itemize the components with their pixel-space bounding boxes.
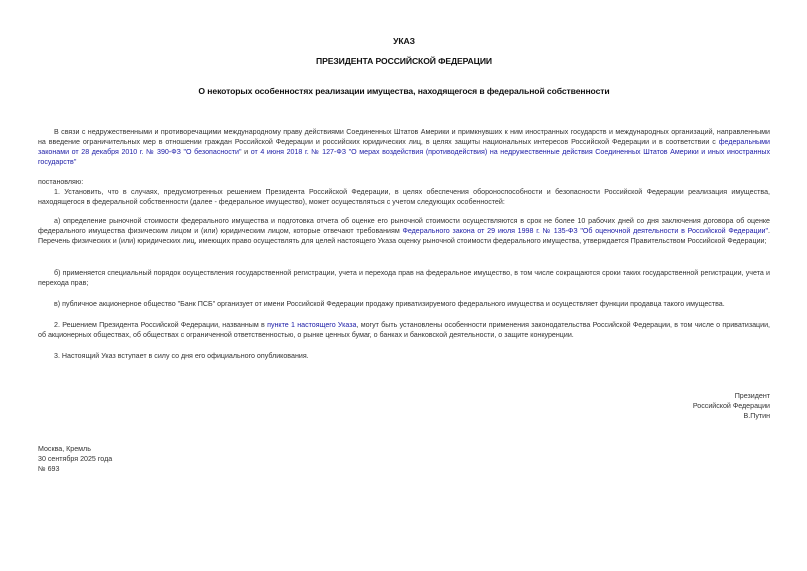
item-1-reference-link[interactable]: пункте 1 настоящего Указа bbox=[267, 321, 357, 329]
place-date-block bbox=[38, 444, 112, 474]
item-2-text-1: 2. Решением Президента Российской Федерации, названным в bbox=[54, 321, 268, 329]
law-390-fz-link[interactable]: федеральными законами от 28 декабря 2010 г. № 390-ФЗ "О безопасности" bbox=[38, 138, 770, 156]
item-2-text-2: , могут быть установлены особенности применения законодательства Российской Федерации, в том числе о приватизации, об акционерных обществах, об обществах с ограниченной ответственностью, о рынке ценных бумаг, о банках и банковской деятельности, о защите конкуренции. bbox=[38, 321, 770, 339]
preamble-paragraph bbox=[38, 127, 770, 167]
law-135-fz-link[interactable]: Федерального закона от 29 июля 1998 г. № 135-ФЗ "Об оценочной деятельности в Российской Федерации" bbox=[402, 227, 769, 235]
item-2-paragraph bbox=[38, 320, 770, 340]
law-127-fz-link[interactable]: от 4 июня 2018 г. № 127-ФЗ "О мерах воздействия (противодействия) на недружественные действия Соединенных Штатов Америки и иных иностранных государств" bbox=[38, 148, 770, 166]
item-1b-paragraph: б) применяется специальный порядок осуществления государственной регистрации, учета и перехода прав на федеральное имущество, в том числе сокращаются сроки таких государственной регистрации, учета и перехода прав; bbox=[38, 269, 770, 287]
decree-number: № 693 bbox=[38, 465, 60, 473]
place-location: Москва, Кремль bbox=[38, 445, 91, 453]
preamble-text-2: и bbox=[241, 148, 251, 156]
item-1-paragraph: 1. Установить, что в случаях, предусмотренных решением Президента Российской Федерации, в целях обеспечения обороноспособности и безопасности Российской Федерации реализация имущества, находящегося в федеральной собственности (далее - федеральное имущество), может осуществляться с учетом следующих особенностей: bbox=[38, 188, 770, 206]
decree-word: постановляю: bbox=[38, 178, 84, 186]
item-3-paragraph: 3. Настоящий Указ вступает в силу со дня его официального опубликования. bbox=[54, 352, 309, 360]
issuer-heading: ПРЕЗИДЕНТА РОССИЙСКОЙ ФЕДЕРАЦИИ bbox=[316, 56, 492, 66]
signature-block bbox=[693, 391, 770, 421]
item-1c-paragraph: в) публичное акционерное общество "Банк ПСБ" организует от имени Российской Федерации продажу приватизируемого федерального имущества и осуществляет функции продавца такого имущества. bbox=[54, 300, 725, 308]
document-title: О некоторых особенностях реализации имущества, находящегося в федеральной собственности bbox=[198, 86, 610, 96]
item-1a-paragraph bbox=[38, 216, 770, 246]
signature-name: В.Путин bbox=[743, 412, 770, 420]
decree-date: 30 сентября 2025 года bbox=[38, 455, 113, 463]
item-1a-text-1: а) определение рыночной стоимости федерального имущества и подготовка отчета об оценке его рыночной стоимости осуществляются в срок не более 10 рабочих дней со дня заключения договора об оценке федерального имущества физическим лицом и (или) юридическим лицом, которые отвечают требованиям bbox=[38, 217, 770, 235]
preamble-text-1: В связи с недружественными и противоречащими международному праву действиями Соединенных Штатов Америки и примкнувших к ним иностранных государств и международных организаций, направленными на введение ограничительных мер в отношении граждан Российской Федерации и российских юридических лиц, в целях защиты национальных интересов Российской Федерации и в соответствии с bbox=[38, 128, 770, 146]
doc-type-heading: УКАЗ bbox=[393, 36, 415, 46]
item-1a-text-2: . Перечень физических и (или) юридических лиц, имеющих право осуществлять для целей настоящего Указа оценку рыночной стоимости федерального имущества, утверждается Правительством Российской Федерации; bbox=[38, 227, 770, 245]
signature-title: Президент bbox=[734, 392, 770, 400]
signature-country: Российской Федерации bbox=[692, 402, 770, 410]
